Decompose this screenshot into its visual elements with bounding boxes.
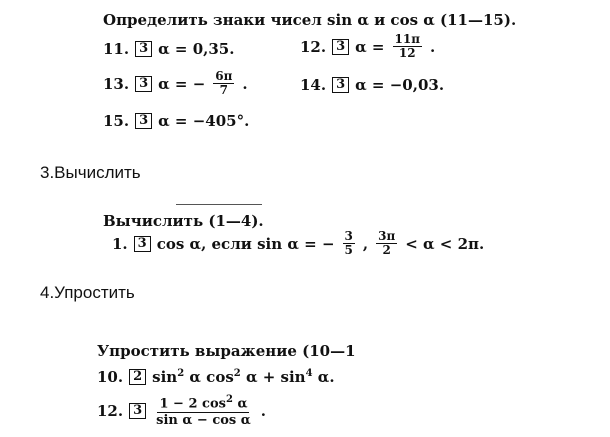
difficulty-box: 3 — [135, 41, 152, 57]
fraction — [213, 70, 234, 97]
problem-expression: α = — [355, 37, 385, 56]
punctuation: , — [362, 234, 369, 253]
exponent: 2 — [233, 368, 241, 379]
punctuation: . — [429, 37, 436, 56]
problem-number: 11. — [103, 40, 130, 58]
problem-number: 1. — [112, 234, 128, 253]
expr-part: α. — [317, 368, 335, 386]
problem-number: 14. — [300, 76, 327, 94]
fraction-numerator: 3π — [378, 229, 396, 243]
fraction-denominator: 12 — [398, 46, 416, 60]
section-4-header: Упростить выражение (10—1 — [97, 342, 356, 360]
exponent: 2 — [177, 368, 185, 379]
problem-10 — [97, 368, 335, 386]
fraction-numerator: 6π — [215, 69, 233, 83]
fraction — [393, 33, 422, 60]
problem-12 — [300, 33, 435, 60]
problem-expression: α = −0,03. — [355, 76, 445, 94]
punctuation: . — [242, 74, 248, 93]
problem-number: 13. — [103, 74, 130, 93]
difficulty-box: 3 — [135, 76, 152, 92]
fraction — [154, 392, 253, 429]
fraction-numerator: 3 — [344, 229, 353, 243]
difficulty-box: 2 — [129, 369, 146, 385]
problem-14 — [300, 76, 444, 94]
difficulty-box: 3 — [332, 77, 349, 93]
fraction-denominator: 5 — [344, 243, 353, 257]
problem-12-simplify — [97, 392, 266, 429]
exponent: 4 — [305, 368, 313, 379]
fraction — [376, 230, 397, 257]
difficulty-box: 3 — [332, 39, 349, 55]
expr-part: α — [237, 396, 248, 412]
section-3-header: Вычислить (1—4). — [103, 212, 264, 230]
exponent: 2 — [225, 394, 233, 405]
problem-number: 12. — [300, 37, 327, 56]
fraction-denominator: 7 — [219, 83, 229, 97]
fraction-numerator — [157, 392, 249, 413]
problem-number: 15. — [103, 112, 130, 130]
problem-expression: α = 0,35. — [158, 40, 235, 58]
divider — [176, 204, 262, 205]
problem-expression: cos α, если sin α = − — [156, 234, 335, 253]
problem-15 — [103, 112, 249, 130]
problem-number: 12. — [97, 401, 124, 420]
difficulty-box: 3 — [129, 403, 146, 419]
problem-11 — [103, 40, 234, 58]
expr-part: sin — [152, 368, 178, 386]
problem-expression-tail: < α < 2π. — [405, 234, 485, 253]
section-1-header: Определить знаки чисел sin α и cos α (11—15). — [103, 11, 517, 29]
heading-simplify: 4.Упростить — [40, 283, 135, 302]
fraction-denominator: sin α − cos α — [156, 413, 251, 429]
fraction-denominator: 2 — [382, 243, 391, 257]
expr-part: 1 − 2 cos — [159, 396, 226, 412]
problem-number: 10. — [97, 368, 124, 386]
difficulty-box: 3 — [134, 236, 151, 252]
expr-part: α + sin — [245, 368, 306, 386]
problem-expression: α = −405°. — [158, 112, 250, 130]
expr-part: α cos — [189, 368, 234, 386]
punctuation: . — [260, 401, 267, 420]
problem-13 — [103, 70, 248, 97]
problem-expression — [152, 368, 334, 386]
problem-expression: α = − — [158, 74, 206, 93]
fraction — [343, 230, 355, 257]
fraction-numerator: 11π — [394, 32, 420, 46]
heading-compute: 3.Вычислить — [40, 163, 141, 182]
difficulty-box: 3 — [135, 113, 152, 129]
problem-1 — [112, 230, 484, 257]
